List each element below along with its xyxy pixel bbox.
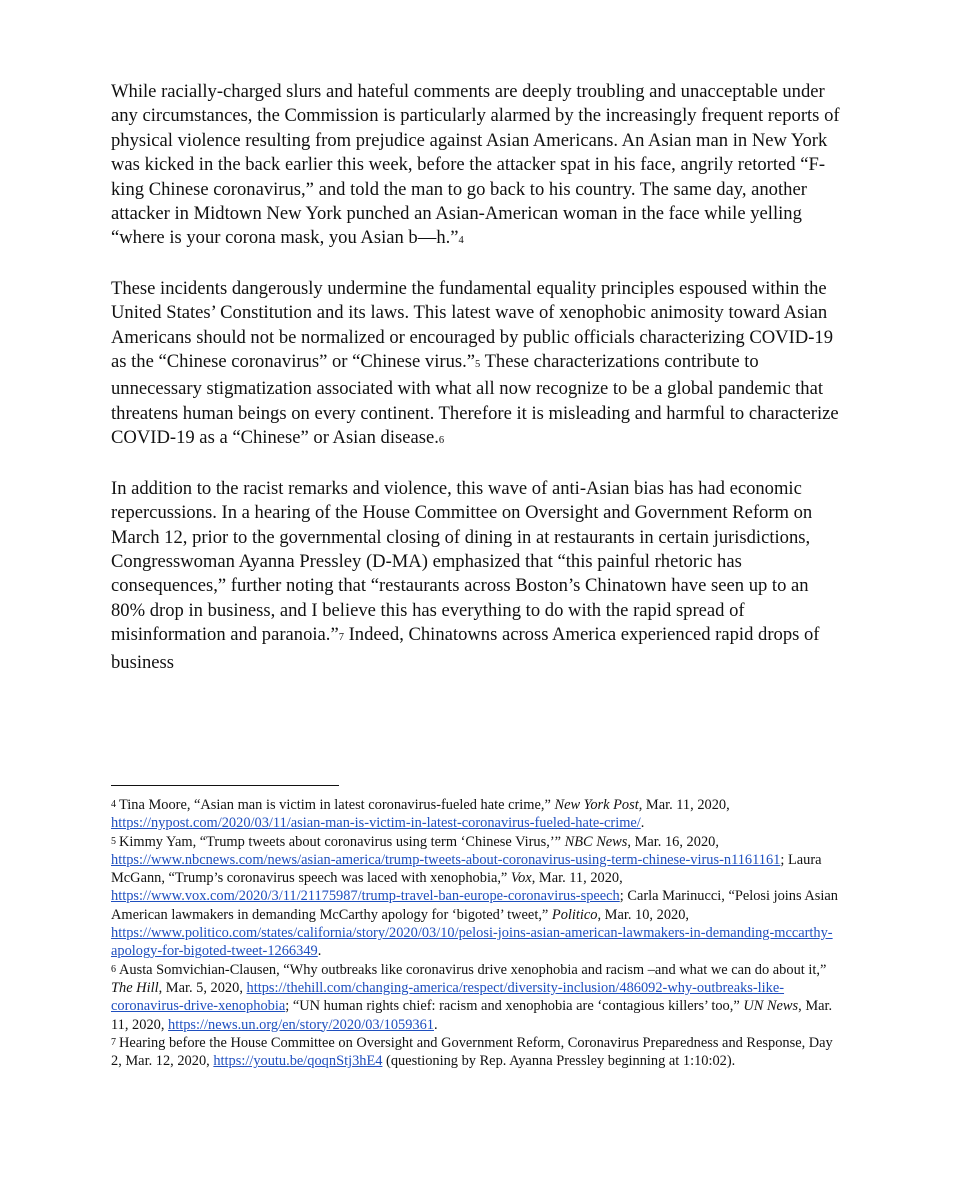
footnote-7-link[interactable]: https://youtu.be/qoqnStj3hE4 — [213, 1053, 383, 1070]
footnote-5 — [111, 833, 846, 961]
footnote-6-source-1: The Hill — [111, 979, 159, 996]
paragraph-2-text-cont: These characterizations contribute to unnecessary stigmatization associated with what all now recognize to be a global pandemic that threatens human beings on every continent. Therefore it is misleading and harmful to characterize COVID-19 as a “Chinese” or Asian disease. — [111, 351, 839, 449]
footnote-6-link-1[interactable]: https://thehill.com/changing-america/respect/diversity-inclusion/486092-why-outbreaks-like-coronavirus-drive-xenophobia — [111, 979, 785, 1015]
footnote-6-end: . — [434, 1016, 438, 1033]
footnote-5-link-3[interactable]: https://www.politico.com/states/california/story/2020/03/10/pelosi-joins-asian-american-lawmakers-in-demanding-mccarthy-apology-for-bigoted-tweet-1266349 — [111, 925, 833, 960]
footnote-4-link[interactable]: https://nypost.com/2020/03/11/asian-man-is-victim-in-latest-coronavirus-fueled-hate-crime/ — [111, 815, 641, 832]
footnote-6-text: Austa Somvichian-Clausen, “Why outbreaks like coronavirus drive xenophobia and racism –and what we can do about it,” — [119, 961, 827, 978]
footnote-6 — [111, 961, 846, 1034]
footnote-4-text: Tina Moore, “Asian man is victim in latest coronavirus-fueled hate crime,” — [119, 797, 555, 813]
footnote-5-date-2: , Mar. 11, 2020, — [531, 870, 623, 887]
footnote-6-number: 6 — [111, 963, 116, 975]
footnotes — [111, 796, 846, 1070]
paragraph-3 — [111, 477, 846, 675]
footnote-5-number: 5 — [111, 835, 116, 847]
paragraph-1-text: While racially-charged slurs and hateful comments are deeply troubling and unacceptable under any circumstances, the Commission is particularly alarmed by the increasingly frequent reports of physical violence resulting from prejudice against Asian Americans. An Asian man in New York was kicked in the back earlier this week, before the attacker spat in his face, angrily retorted “F-king Chinese coronavirus,” and told the man to go back to his country. The same day, another attacker in Midtown New York punched an Asian-American woman in the face while yelling “where is your corona mask, you Asian b—h.” — [111, 81, 840, 249]
footnote-5-source-3: Politico — [551, 906, 598, 923]
footnote-4-date: Mar. 11, 2020, — [642, 797, 730, 813]
footnote-6-date-1: , Mar. 5, 2020, — [158, 979, 247, 996]
footnote-6-text-2: ; “UN human rights chief: racism and xenophobia are ‘contagious killers’ too,” — [285, 998, 744, 1015]
footnote-4-source: New York Post, — [554, 797, 643, 813]
footnote-5-date-1: , Mar. 16, 2020, — [627, 833, 719, 850]
footnote-5-text-3: ; Carla Marinucci, “Pelosi joins Asian American lawmakers in demanding McCarthy apology for ‘bigoted’ tweet,” — [111, 888, 838, 923]
footnote-ref-6[interactable]: 6 — [438, 435, 445, 447]
footnote-divider — [111, 785, 339, 786]
paragraph-3-text-cont: Indeed, Chinatowns across America experienced rapid drops of business — [111, 624, 820, 673]
footnote-4 — [111, 796, 846, 833]
footnote-ref-7[interactable]: 7 — [338, 632, 344, 644]
footnote-5-text-2: ; Laura McGann, “Trump’s coronavirus speech was laced with xenophobia,” — [111, 851, 822, 887]
footnote-7-number: 7 — [111, 1036, 116, 1048]
footnote-5-link-2[interactable]: https://www.vox.com/2020/3/11/21175987/trump-travel-ban-europe-coronavirus-speech — [111, 888, 620, 905]
footnote-4-end: . — [640, 815, 645, 832]
paragraph-2-text: These incidents dangerously undermine the fundamental equality principles espoused within the United States’ Constitution and its laws. This latest wave of xenophobic animosity toward Asian Americans should not be normalized or encouraged by public officials characterizing COVID-19 as the “Chinese coronavirus” or “Chinese virus.” — [111, 277, 833, 373]
footnote-5-source-2: Vox — [510, 870, 532, 887]
footnote-7-end: (questioning by Rep. Ayanna Pressley beginning at 1:10:02). — [382, 1053, 736, 1070]
paragraph-1 — [111, 80, 846, 254]
footnote-4-number: 4 — [111, 799, 116, 810]
footnote-7 — [111, 1034, 846, 1071]
footnote-6-link-2[interactable]: https://news.un.org/en/story/2020/03/1059361 — [168, 1016, 434, 1033]
footnote-ref-5[interactable]: 5 — [475, 359, 481, 371]
footnote-ref-4[interactable]: 4 — [458, 235, 464, 247]
footnote-7-text: Hearing before the House Committee on Oversight and Government Reform, Coronavirus Preparedness and Response, Day 2, Mar. 12, 2020, — [111, 1034, 833, 1070]
footnote-6-date-2: , Mar. 11, 2020, — [111, 998, 833, 1033]
footnote-5-link-1[interactable]: https://www.nbcnews.com/news/asian-america/trump-tweets-about-coronavirus-using-term-chinese-virus-n1161161 — [111, 851, 781, 868]
footnote-6-source-2: UN News — [743, 998, 799, 1015]
paragraph-3-text: In addition to the racist remarks and violence, this wave of anti-Asian bias has had economic repercussions. In a hearing of the House Committee on Oversight and Government Reform on March 12, prior to the governmental closing of dining in at restaurants in certain jurisdictions, Congresswoman Ayanna Pressley (D-MA) emphasized that “this painful rhetoric has consequences,” further noting that “restaurants across Boston’s Chinatown have seen up to an 80% drop in business, and I believe this has everything to do with the rapid spread of misinformation and paranoia.” — [111, 477, 813, 646]
document-body — [111, 80, 846, 698]
footnote-5-source-1: NBC News — [564, 833, 628, 850]
footnote-5-text: Kimmy Yam, “Trump tweets about coronavirus using term ‘Chinese Virus,’” — [119, 833, 565, 850]
footnote-5-date-3: , Mar. 10, 2020, — [597, 906, 690, 923]
footnote-5-end: . — [317, 943, 322, 960]
paragraph-2 — [111, 277, 846, 454]
